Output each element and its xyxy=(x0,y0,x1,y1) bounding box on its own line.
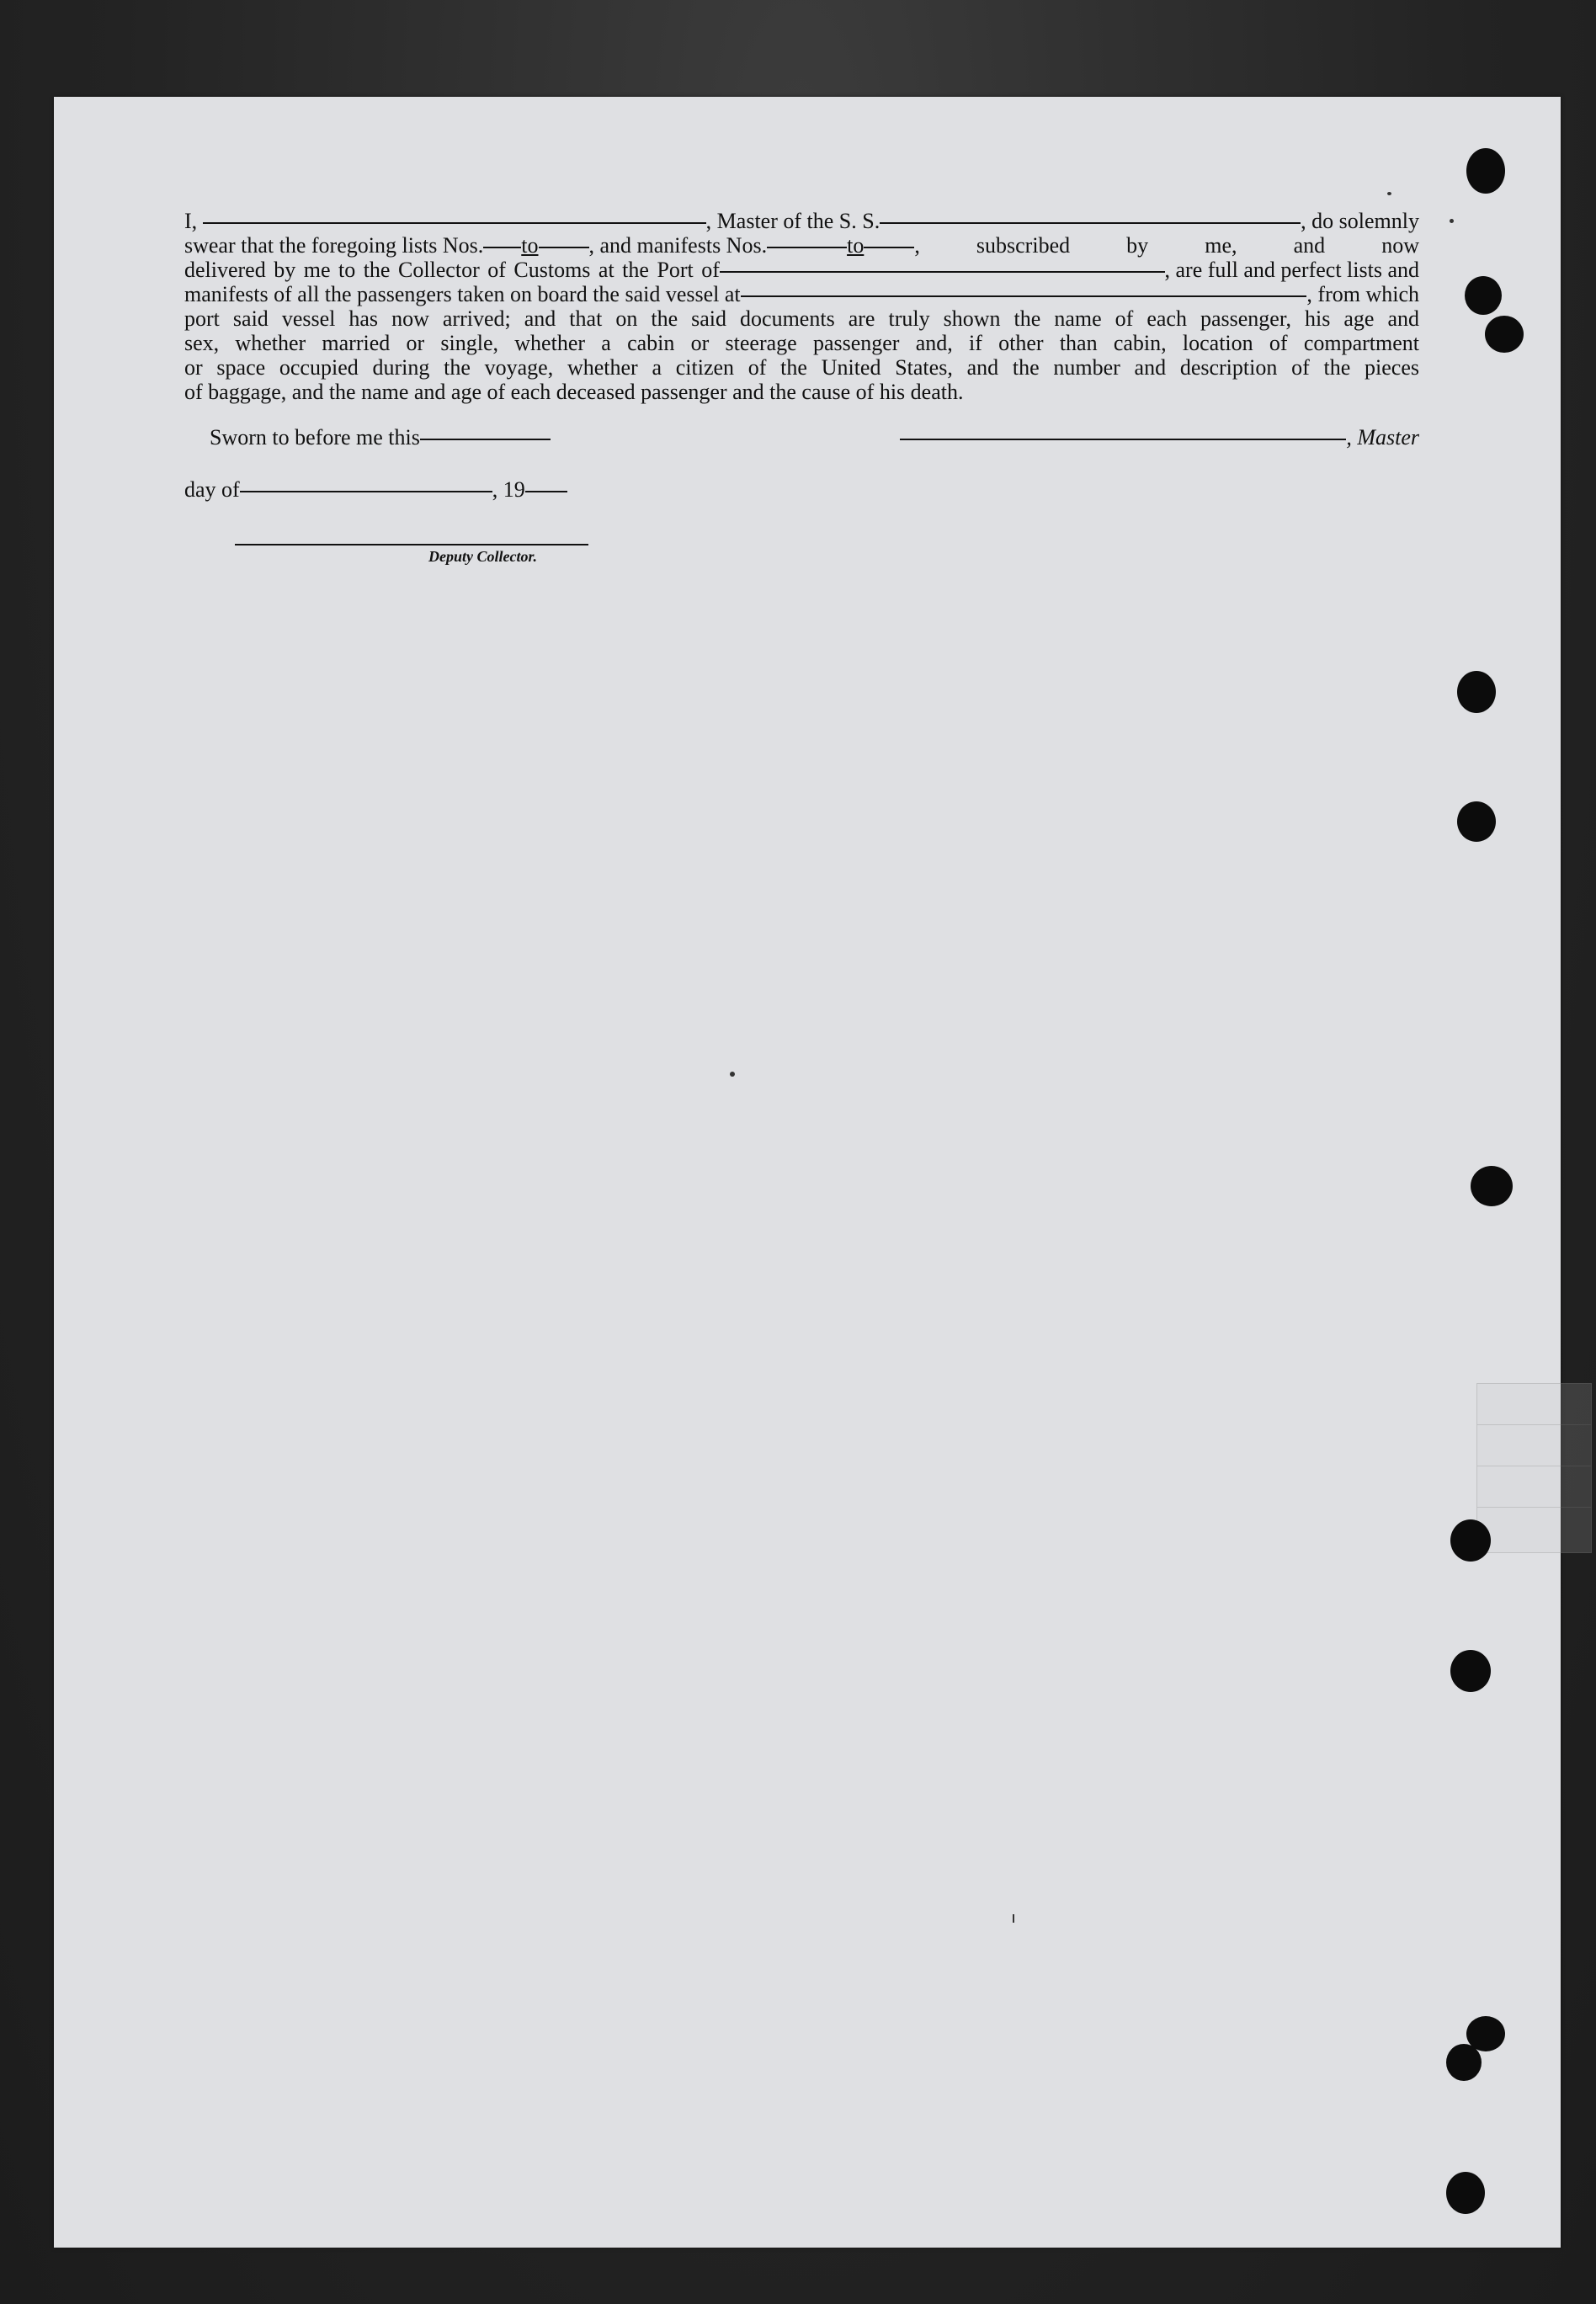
punch-hole xyxy=(1485,316,1524,353)
oath-line-1 xyxy=(184,209,1419,233)
manifests-from-field[interactable] xyxy=(767,247,847,248)
sworn-row xyxy=(210,425,551,450)
master-label: , Master xyxy=(1346,425,1419,450)
oath-text-line-7: or space occupied during the voyage, whether a citizen of the United States, and the number and description of the pieces xyxy=(184,355,1419,380)
oath-text-to-2: to xyxy=(847,233,864,258)
punch-hole xyxy=(1457,801,1496,842)
oath-text-line-5: port said vessel has now arrived; and that on the said documents are truly shown the name of each passenger, his age and xyxy=(184,306,1419,331)
master-signature-field[interactable] xyxy=(900,439,1346,440)
oath-text-delivered: delivered by me to the Collector of Customs at the Port of xyxy=(184,258,720,282)
oath-text-to-1: to xyxy=(521,233,539,258)
lists-from-field[interactable] xyxy=(483,247,521,248)
oath-line-2 xyxy=(184,233,1419,258)
lists-to-field[interactable] xyxy=(539,247,589,248)
oath-text-manifests-nos: , and manifests Nos. xyxy=(588,233,768,258)
punch-hole xyxy=(1466,148,1505,194)
oath-text-line-8: of baggage, and the name and age of each deceased passenger and the cause of his death. xyxy=(184,380,964,404)
deputy-signature-field[interactable] xyxy=(235,544,588,545)
year-label: , 19 xyxy=(492,477,525,502)
port-field[interactable] xyxy=(720,271,1165,273)
oath-line-3 xyxy=(184,258,1419,282)
punch-hole xyxy=(1471,1166,1513,1206)
dust-speck xyxy=(1450,219,1454,223)
sworn-day-field[interactable] xyxy=(420,439,551,440)
oath-text-master-of-ss: , Master of the S. S. xyxy=(705,209,880,233)
faded-stamp-mark xyxy=(1476,1383,1592,1553)
oath-line-8 xyxy=(184,380,1419,404)
oath-line-5 xyxy=(184,306,1419,331)
oath-text-manifests-all: manifests of all the passengers taken on board the said vessel at xyxy=(184,282,741,306)
punch-hole xyxy=(1465,276,1502,315)
punch-hole xyxy=(1457,671,1496,713)
dust-speck xyxy=(1387,192,1391,195)
oath-text-from-which: , from which xyxy=(1306,282,1419,306)
master-name-field[interactable] xyxy=(203,222,706,224)
oath-text-lists-nos: swear that the foregoing lists Nos. xyxy=(184,233,484,258)
month-field[interactable] xyxy=(240,491,492,492)
vessel-departure-field[interactable] xyxy=(741,295,1307,297)
oath-line-7 xyxy=(184,355,1419,380)
dust-speck xyxy=(730,1072,735,1077)
document-sheet xyxy=(54,97,1561,2248)
punch-hole xyxy=(1446,2044,1482,2081)
deputy-collector-label: Deputy Collector. xyxy=(428,548,537,565)
manifests-to-field[interactable] xyxy=(864,247,914,248)
ship-name-field[interactable] xyxy=(880,222,1301,224)
oath-line-4 xyxy=(184,282,1419,306)
dust-speck xyxy=(1013,1914,1014,1923)
punch-hole xyxy=(1446,2172,1485,2214)
punch-hole xyxy=(1450,1650,1491,1692)
year-field[interactable] xyxy=(525,491,567,492)
master-signature-row xyxy=(900,425,1419,450)
oath-text-full-perfect: , are full and perfect lists and xyxy=(1164,258,1419,282)
day-row xyxy=(184,477,567,503)
day-of-label: day of xyxy=(184,477,240,502)
punch-hole xyxy=(1450,1519,1491,1562)
oath-text-i: I, xyxy=(184,209,203,233)
oath-text-line-6: sex, whether married or single, whether a cabin or steerage passenger and, if other than cabin, location of compartment xyxy=(184,331,1419,355)
oath-paragraph xyxy=(184,209,1419,404)
sworn-label: Sworn to before me this xyxy=(210,425,420,450)
oath-text-subscribed: , subscribed by me, and now xyxy=(914,233,1419,258)
oath-line-6 xyxy=(184,331,1419,355)
oath-text-do-solemnly: , do solemnly xyxy=(1301,209,1419,233)
